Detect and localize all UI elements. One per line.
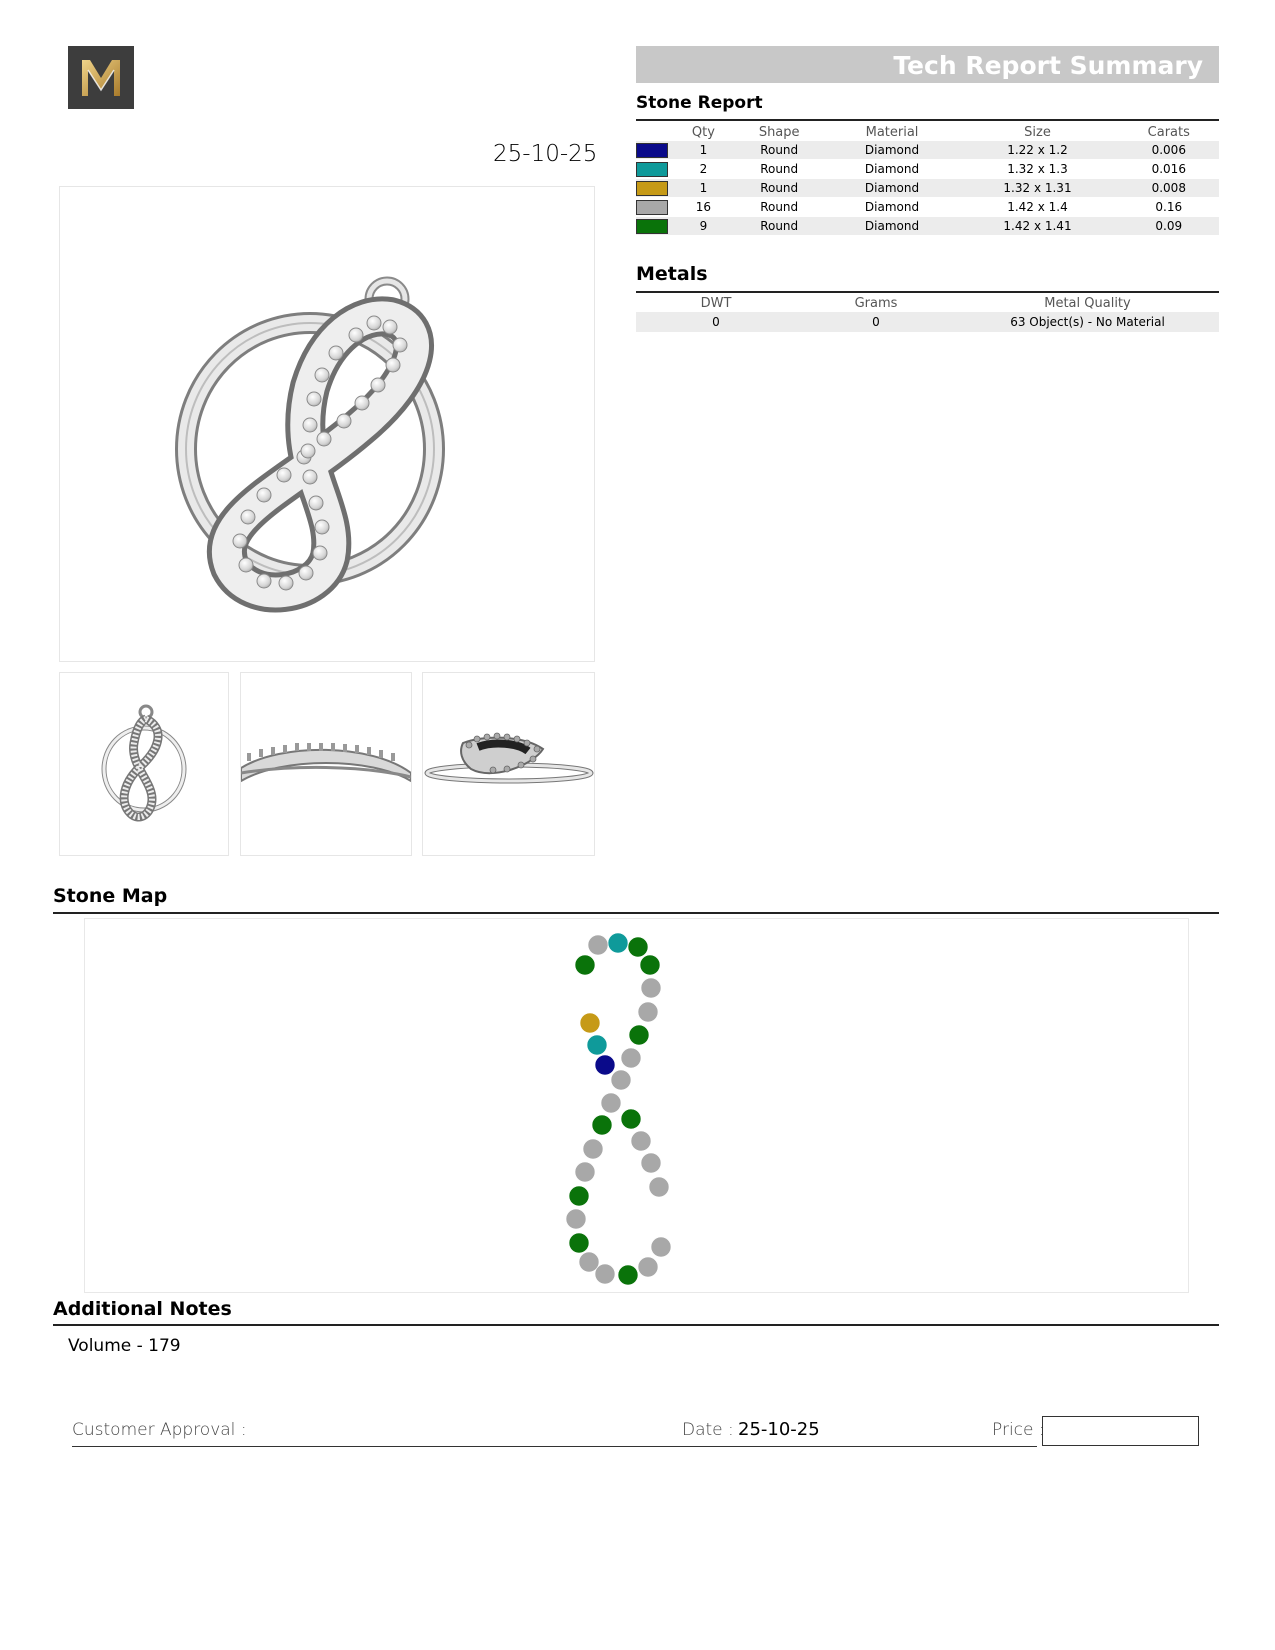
thumbnail-front[interactable]: [59, 672, 229, 856]
metals-rule: [636, 291, 1219, 293]
additional-notes-text: Volume - 179: [68, 1336, 181, 1356]
col-size: Size: [1024, 124, 1051, 140]
stone-map-title: Stone Map: [53, 885, 168, 907]
color-swatch: [636, 162, 668, 177]
stone-report-rule: [636, 119, 1219, 121]
customer-approval-label: Customer Approval :: [72, 1420, 247, 1440]
thumbnail-angle[interactable]: [422, 672, 595, 856]
table-row: 1 Round Diamond 1.22 x 1.2 0.006: [636, 141, 1219, 160]
table-row: 2 Round Diamond 1.32 x 1.3 0.016: [636, 160, 1219, 179]
col-carats: Carats: [1147, 124, 1190, 140]
additional-notes-title: Additional Notes: [53, 1298, 232, 1320]
col-dwt: DWT: [700, 295, 732, 311]
color-swatch: [636, 200, 668, 215]
report-date: 25-10-25: [493, 141, 598, 167]
col-metal-quality: Metal Quality: [1044, 295, 1131, 311]
approval-date-value: 25-10-25: [738, 1419, 820, 1440]
price-label: Price :: [992, 1420, 1045, 1440]
stone-report-table: [636, 124, 1219, 235]
company-logo: [68, 46, 134, 109]
thumbnail-side[interactable]: [240, 672, 412, 856]
signature-line: [72, 1446, 1037, 1447]
metals-title: Metals: [636, 263, 708, 285]
price-field[interactable]: [1042, 1416, 1199, 1446]
report-title: Tech Report Summary: [893, 51, 1203, 80]
table-row: 1 Round Diamond 1.32 x 1.31 0.008: [636, 179, 1219, 198]
stone-report-title: Stone Report: [636, 93, 763, 113]
color-swatch: [636, 219, 668, 234]
metals-table: [636, 294, 1219, 332]
col-qty: Qty: [691, 124, 715, 140]
date-label: Date :: [682, 1420, 734, 1440]
table-row: 16 Round Diamond 1.42 x 1.4 0.16: [636, 198, 1219, 217]
stone-map-diagram: [84, 918, 1189, 1293]
table-row: 9 Round Diamond 1.42 x 1.41 0.09: [636, 217, 1219, 236]
additional-notes-rule: [53, 1324, 1219, 1326]
color-swatch: [636, 143, 668, 158]
col-shape: Shape: [758, 124, 800, 140]
stone-map-rule: [53, 912, 1219, 914]
main-render-image: [59, 186, 595, 662]
col-material: Material: [865, 124, 919, 140]
table-row: 0 0 63 Object(s) - No Material: [636, 312, 1219, 332]
header-bar: [636, 46, 1219, 83]
color-swatch: [636, 181, 668, 196]
col-grams: Grams: [854, 295, 898, 311]
